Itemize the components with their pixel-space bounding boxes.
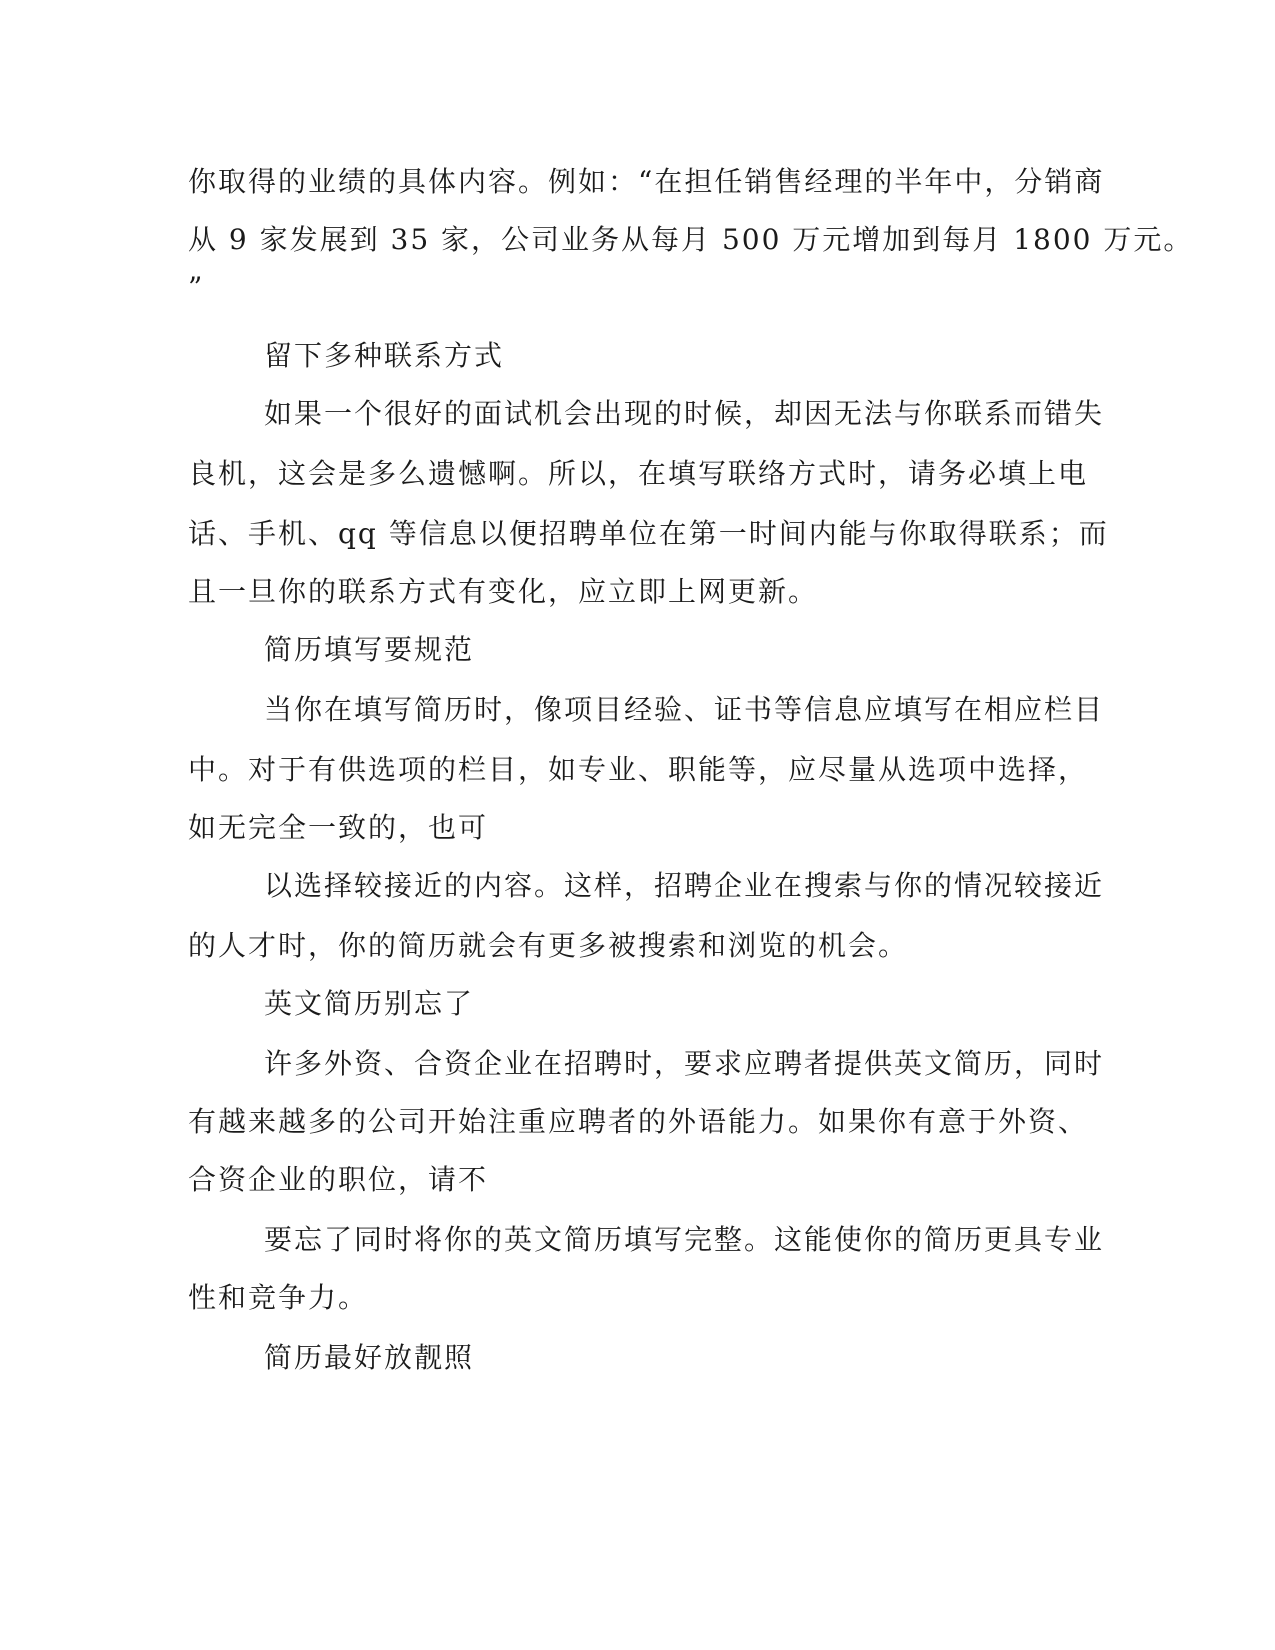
paragraph-line: 的人才时，你的简历就会有更多被搜索和浏览的机会。 [188,929,909,962]
paragraph-line: 要忘了同时将你的英文简历填写完整。这能使你的简历更具专业 [264,1223,1105,1256]
section-heading: 英文简历别忘了 [264,987,475,1020]
paragraph-line: 当你在填写简历时，像项目经验、证书等信息应填写在相应栏目 [264,693,1105,726]
paragraph-line: 如无完全一致的，也可 [188,811,489,844]
paragraph-line: 你取得的业绩的具体内容。例如：“在担任销售经理的半年中，分销商 [188,165,1105,198]
paragraph-line: 性和竞争力。 [188,1281,369,1314]
paragraph-line: 中。对于有供选项的栏目，如专业、职能等，应尽量从选项中选择， [188,753,1089,786]
paragraph-line: 良机，这会是多么遗憾啊。所以，在填写联络方式时，请务必填上电 [188,457,1089,490]
paragraph-line: 且一旦你的联系方式有变化，应立即上网更新。 [188,575,819,608]
paragraph-line: ” [188,271,205,304]
paragraph-line: 许多外资、合资企业在招聘时，要求应聘者提供英文简历，同时 [264,1047,1105,1080]
paragraph-line: 从 9 家发展到 35 家，公司业务从每月 500 万元增加到每月 1800 万元。 [188,223,1194,256]
paragraph-line: 合资企业的职位，请不 [188,1163,489,1196]
section-heading: 简历最好放靓照 [264,1341,475,1374]
paragraph-line: 有越来越多的公司开始注重应聘者的外语能力。如果你有意于外资、 [188,1105,1089,1138]
section-heading: 留下多种联系方式 [264,339,505,372]
paragraph-line: 如果一个很好的面试机会出现的时候，却因无法与你联系而错失 [264,397,1105,430]
paragraph-line: 话、手机、qq 等信息以便招聘单位在第一时间内能与你取得联系；而 [188,517,1109,550]
paragraph-line: 以选择较接近的内容。这样，招聘企业在搜索与你的情况较接近 [264,869,1105,902]
section-heading: 简历填写要规范 [264,633,475,666]
